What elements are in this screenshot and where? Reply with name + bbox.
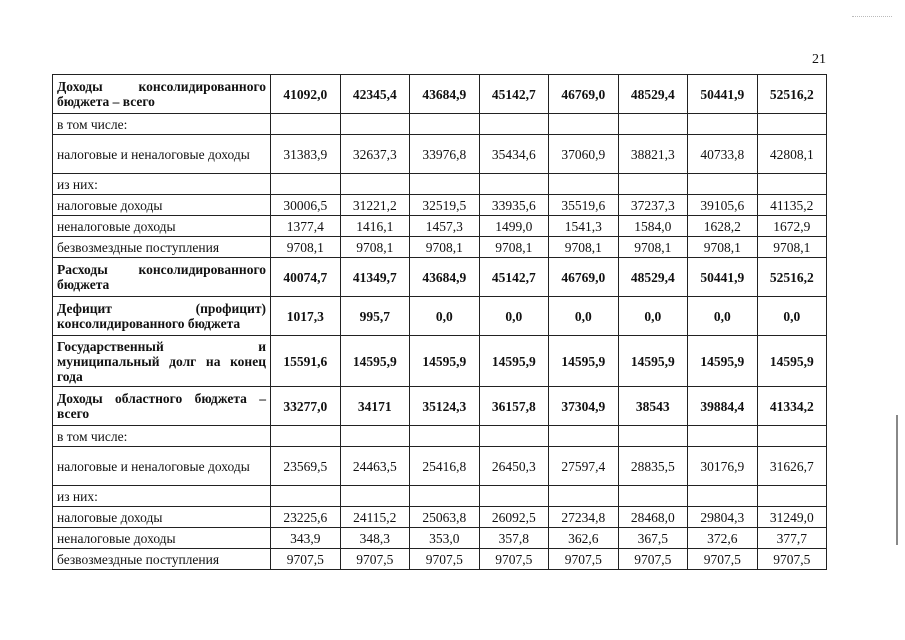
table-cell: 30006,5 <box>271 195 341 216</box>
row-label: налоговые и неналоговые доходы <box>53 447 271 486</box>
row-label: безвозмездные поступления <box>53 237 271 258</box>
table-cell: 1541,3 <box>549 216 619 237</box>
table-row <box>53 549 827 570</box>
table-cell: 45142,7 <box>479 258 549 297</box>
budget-table <box>52 74 827 570</box>
table-cell: 40074,7 <box>271 258 341 297</box>
table-cell: 0,0 <box>757 297 827 336</box>
table-cell: 1457,3 <box>410 216 480 237</box>
table-cell <box>549 174 619 195</box>
page-number: 21 <box>812 52 826 67</box>
table-cell: 33976,8 <box>410 135 480 174</box>
table-row <box>53 528 827 549</box>
table-cell: 9708,1 <box>549 237 619 258</box>
table-cell: 32637,3 <box>340 135 410 174</box>
table-cell: 36157,8 <box>479 387 549 426</box>
table-cell <box>271 174 341 195</box>
table-cell: 41349,7 <box>340 258 410 297</box>
table-cell: 48529,4 <box>618 75 688 114</box>
row-label: из них: <box>53 486 271 507</box>
table-row <box>53 237 827 258</box>
table-cell: 43684,9 <box>410 258 480 297</box>
table-cell <box>479 486 549 507</box>
table-cell: 14595,9 <box>618 336 688 387</box>
table-cell <box>410 426 480 447</box>
table-cell: 43684,9 <box>410 75 480 114</box>
row-label: в том числе: <box>53 426 271 447</box>
table-cell: 9708,1 <box>340 237 410 258</box>
table-row <box>53 135 827 174</box>
table-cell: 26450,3 <box>479 447 549 486</box>
table-cell: 377,7 <box>757 528 827 549</box>
table-cell: 1584,0 <box>618 216 688 237</box>
table-row <box>53 387 827 426</box>
table-row <box>53 507 827 528</box>
table-cell <box>757 426 827 447</box>
table-cell: 25416,8 <box>410 447 480 486</box>
table-cell: 14595,9 <box>479 336 549 387</box>
table-row <box>53 114 827 135</box>
row-label: Государственный и муниципальный долг на конец года <box>53 336 271 387</box>
table-row <box>53 447 827 486</box>
table-cell: 9708,1 <box>271 237 341 258</box>
table-cell <box>549 426 619 447</box>
row-label: неналоговые доходы <box>53 528 271 549</box>
table-cell: 41135,2 <box>757 195 827 216</box>
table-cell: 39105,6 <box>688 195 758 216</box>
table-cell: 42808,1 <box>757 135 827 174</box>
row-label: неналоговые доходы <box>53 216 271 237</box>
table-cell <box>688 426 758 447</box>
table-cell: 9708,1 <box>410 237 480 258</box>
table-cell: 0,0 <box>479 297 549 336</box>
table-cell: 9707,5 <box>757 549 827 570</box>
row-label: Доходы областного бюджета – всего <box>53 387 271 426</box>
table-cell: 9707,5 <box>549 549 619 570</box>
table-cell: 50441,9 <box>688 258 758 297</box>
table-cell: 32519,5 <box>410 195 480 216</box>
table-row <box>53 486 827 507</box>
table-cell: 46769,0 <box>549 258 619 297</box>
table-cell <box>410 174 480 195</box>
row-label: Дефицит (профицит) консолидированного бюджета <box>53 297 271 336</box>
table-cell: 41334,2 <box>757 387 827 426</box>
table-cell: 52516,2 <box>757 75 827 114</box>
table-cell: 28835,5 <box>618 447 688 486</box>
table-cell: 27234,8 <box>549 507 619 528</box>
table-cell <box>757 486 827 507</box>
row-label: налоговые доходы <box>53 507 271 528</box>
budget-table-container <box>52 74 827 570</box>
table-row <box>53 258 827 297</box>
table-cell <box>757 174 827 195</box>
row-label: Доходы консолидированного бюджета – всего <box>53 75 271 114</box>
table-cell: 9708,1 <box>618 237 688 258</box>
table-cell: 24115,2 <box>340 507 410 528</box>
table-cell <box>618 486 688 507</box>
table-cell <box>688 174 758 195</box>
table-cell: 348,3 <box>340 528 410 549</box>
table-cell: 31249,0 <box>757 507 827 528</box>
table-cell: 35519,6 <box>549 195 619 216</box>
table-cell <box>618 174 688 195</box>
table-cell: 14595,9 <box>688 336 758 387</box>
table-cell: 14595,9 <box>757 336 827 387</box>
table-cell: 1416,1 <box>340 216 410 237</box>
table-cell: 33277,0 <box>271 387 341 426</box>
table-cell <box>618 426 688 447</box>
table-cell: 39884,4 <box>688 387 758 426</box>
table-row <box>53 75 827 114</box>
table-cell <box>549 486 619 507</box>
table-cell: 23569,5 <box>271 447 341 486</box>
table-cell: 35434,6 <box>479 135 549 174</box>
table-cell <box>618 114 688 135</box>
table-cell: 24463,5 <box>340 447 410 486</box>
row-label: из них: <box>53 174 271 195</box>
table-cell: 38821,3 <box>618 135 688 174</box>
table-row <box>53 297 827 336</box>
table-cell: 372,6 <box>688 528 758 549</box>
table-cell: 46769,0 <box>549 75 619 114</box>
table-cell: 9707,5 <box>618 549 688 570</box>
row-label: налоговые доходы <box>53 195 271 216</box>
table-cell: 34171 <box>340 387 410 426</box>
table-row <box>53 195 827 216</box>
table-cell: 15591,6 <box>271 336 341 387</box>
table-cell: 9707,5 <box>410 549 480 570</box>
table-cell: 50441,9 <box>688 75 758 114</box>
table-cell: 41092,0 <box>271 75 341 114</box>
scan-artifact <box>896 415 898 545</box>
table-cell: 48529,4 <box>618 258 688 297</box>
table-cell: 9708,1 <box>479 237 549 258</box>
table-cell: 14595,9 <box>340 336 410 387</box>
table-cell: 35124,3 <box>410 387 480 426</box>
table-cell: 367,5 <box>618 528 688 549</box>
table-cell: 42345,4 <box>340 75 410 114</box>
row-label: Расходы консолидированного бюджета <box>53 258 271 297</box>
table-cell: 30176,9 <box>688 447 758 486</box>
table-cell: 1017,3 <box>271 297 341 336</box>
table-cell: 1377,4 <box>271 216 341 237</box>
table-cell: 23225,6 <box>271 507 341 528</box>
table-cell: 14595,9 <box>549 336 619 387</box>
table-cell: 0,0 <box>549 297 619 336</box>
table-cell: 28468,0 <box>618 507 688 528</box>
table-cell <box>410 114 480 135</box>
table-cell: 9708,1 <box>757 237 827 258</box>
table-cell <box>340 486 410 507</box>
table-row <box>53 174 827 195</box>
table-cell: 0,0 <box>618 297 688 336</box>
row-label: в том числе: <box>53 114 271 135</box>
table-cell <box>410 486 480 507</box>
table-cell: 9707,5 <box>340 549 410 570</box>
table-cell: 9708,1 <box>688 237 758 258</box>
table-cell <box>271 114 341 135</box>
table-cell <box>271 426 341 447</box>
table-cell: 45142,7 <box>479 75 549 114</box>
table-row <box>53 216 827 237</box>
table-cell: 995,7 <box>340 297 410 336</box>
table-cell: 31221,2 <box>340 195 410 216</box>
table-cell: 27597,4 <box>549 447 619 486</box>
table-cell <box>479 174 549 195</box>
table-cell: 31383,9 <box>271 135 341 174</box>
table-cell: 362,6 <box>549 528 619 549</box>
table-cell: 14595,9 <box>410 336 480 387</box>
table-cell: 33935,6 <box>479 195 549 216</box>
table-cell: 38543 <box>618 387 688 426</box>
table-cell: 52516,2 <box>757 258 827 297</box>
table-cell: 1499,0 <box>479 216 549 237</box>
table-cell: 25063,8 <box>410 507 480 528</box>
table-cell <box>479 426 549 447</box>
scan-artifact <box>852 16 892 18</box>
table-cell: 9707,5 <box>479 549 549 570</box>
table-cell: 31626,7 <box>757 447 827 486</box>
table-cell: 353,0 <box>410 528 480 549</box>
table-cell: 9707,5 <box>271 549 341 570</box>
table-cell: 37304,9 <box>549 387 619 426</box>
table-cell: 0,0 <box>688 297 758 336</box>
table-cell: 1628,2 <box>688 216 758 237</box>
table-cell: 26092,5 <box>479 507 549 528</box>
table-cell: 9707,5 <box>688 549 758 570</box>
table-cell <box>340 426 410 447</box>
table-cell: 37060,9 <box>549 135 619 174</box>
table-cell: 37237,3 <box>618 195 688 216</box>
table-cell <box>271 486 341 507</box>
row-label: безвозмездные поступления <box>53 549 271 570</box>
table-cell <box>479 114 549 135</box>
table-row <box>53 426 827 447</box>
table-cell: 1672,9 <box>757 216 827 237</box>
table-cell: 40733,8 <box>688 135 758 174</box>
table-cell: 343,9 <box>271 528 341 549</box>
table-cell <box>549 114 619 135</box>
table-cell: 29804,3 <box>688 507 758 528</box>
table-cell: 357,8 <box>479 528 549 549</box>
table-cell <box>757 114 827 135</box>
table-cell: 0,0 <box>410 297 480 336</box>
table-cell <box>688 486 758 507</box>
table-cell <box>340 114 410 135</box>
table-body <box>53 75 827 570</box>
table-row <box>53 336 827 387</box>
table-cell <box>688 114 758 135</box>
row-label: налоговые и неналоговые доходы <box>53 135 271 174</box>
table-cell <box>340 174 410 195</box>
